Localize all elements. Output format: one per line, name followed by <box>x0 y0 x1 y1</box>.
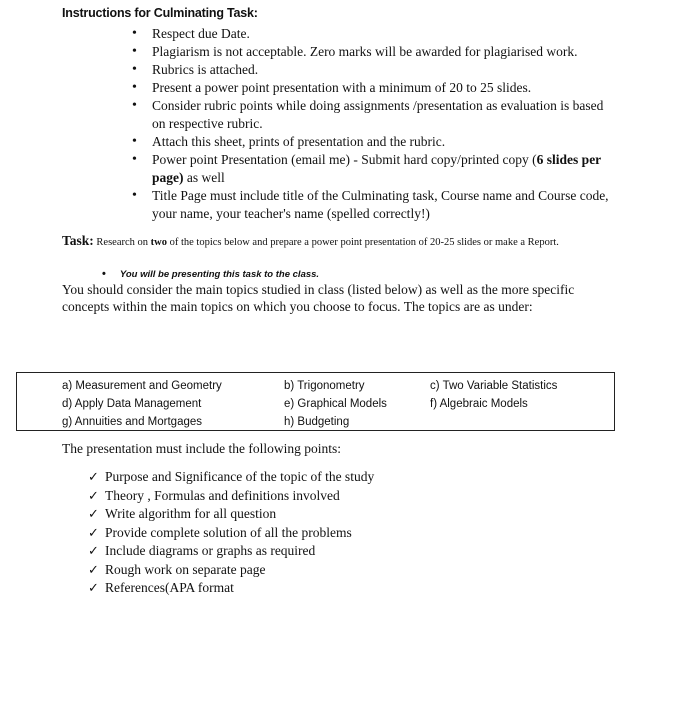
presentation-point <box>88 487 374 506</box>
instruction-item: • Title Page must include title of the Culminating task, Course name and Course code, your name, your teacher's name (spelled correctly!) <box>130 187 610 223</box>
point-text: Rough work on separate page <box>105 561 266 577</box>
task-paragraph <box>62 233 592 251</box>
check-icon: ✓ <box>88 561 99 577</box>
topics-table <box>16 372 615 431</box>
check-icon: ✓ <box>88 580 99 595</box>
presentation-point <box>88 524 374 543</box>
topic-item: d) Apply Data Management <box>62 398 202 410</box>
class-note <box>102 268 319 280</box>
instruction-item <box>130 151 610 187</box>
task-label: Task: <box>62 233 94 248</box>
presentation-points-list <box>88 468 374 598</box>
topic-item: g) Annuities and Mortgages <box>62 416 203 428</box>
topic-item: a) Measurement and Geometry <box>62 380 222 392</box>
check-icon: ✓ <box>88 543 99 558</box>
instruction-item: • Rubrics is attached. <box>130 61 610 79</box>
check-icon: ✓ <box>88 524 99 540</box>
instruction-text: Power point Presentation (email me) - Submit hard copy/printed copy ( <box>152 152 537 167</box>
task-bold-text: two <box>150 237 167 248</box>
instruction-item: • Plagiarism is not acceptable. Zero marks will be awarded for plagiarised work. <box>130 43 610 61</box>
presentation-point <box>88 505 374 524</box>
presentation-point <box>88 579 374 598</box>
instruction-item: • Attach this sheet, prints of presentation and the rubric. <box>130 133 610 151</box>
topic-item: c) Two Variable Statistics <box>430 380 558 392</box>
point-text: Theory , Formulas and definitions involved <box>105 487 340 503</box>
instruction-bold-text: 6 slides per page) <box>152 152 601 185</box>
presentation-intro: The presentation must include the following points: <box>62 441 341 456</box>
instruction-item: • Consider rubric points while doing assignments /presentation as evaluation is based on respective rubric. <box>130 97 610 133</box>
topic-item: h) Budgeting <box>284 416 350 428</box>
class-note-text: You will be presenting this task to the class. <box>119 269 320 280</box>
consider-paragraph: You should consider the main topics studied in class (listed below) as well as the more specific concepts within the main topics on which you choose to focus. The topics are as under: <box>62 282 575 314</box>
topic-item: f) Algebraic Models <box>430 398 528 410</box>
instruction-item: • Respect due Date. <box>130 25 610 43</box>
point-text: Provide complete solution of all the problems <box>105 524 352 540</box>
check-icon: ✓ <box>88 469 99 484</box>
check-icon: ✓ <box>88 487 99 503</box>
presentation-point <box>88 542 374 561</box>
instruction-text: as well <box>183 170 225 185</box>
topic-item: b) Trigonometry <box>284 380 365 392</box>
point-text: Purpose and Significance of the topic of the study <box>105 469 375 484</box>
presentation-point <box>88 561 374 580</box>
presentation-point <box>88 468 374 487</box>
check-icon: ✓ <box>88 506 99 521</box>
point-text: References(APA format <box>105 580 234 595</box>
point-text: Include diagrams or graphs as required <box>105 543 316 558</box>
instruction-item: • Present a power point presentation with a minimum of 20 to 25 slides. <box>130 79 610 97</box>
point-text: Write algorithm for all question <box>105 506 277 521</box>
task-text: Research on <box>93 237 151 248</box>
task-text: of the topics below and prepare a power point presentation of 20-25 slides or make a Report. <box>166 237 559 248</box>
topic-item: e) Graphical Models <box>284 398 387 410</box>
instructions-list <box>130 25 610 223</box>
instructions-heading: Instructions for Culminating Task: <box>62 6 258 20</box>
